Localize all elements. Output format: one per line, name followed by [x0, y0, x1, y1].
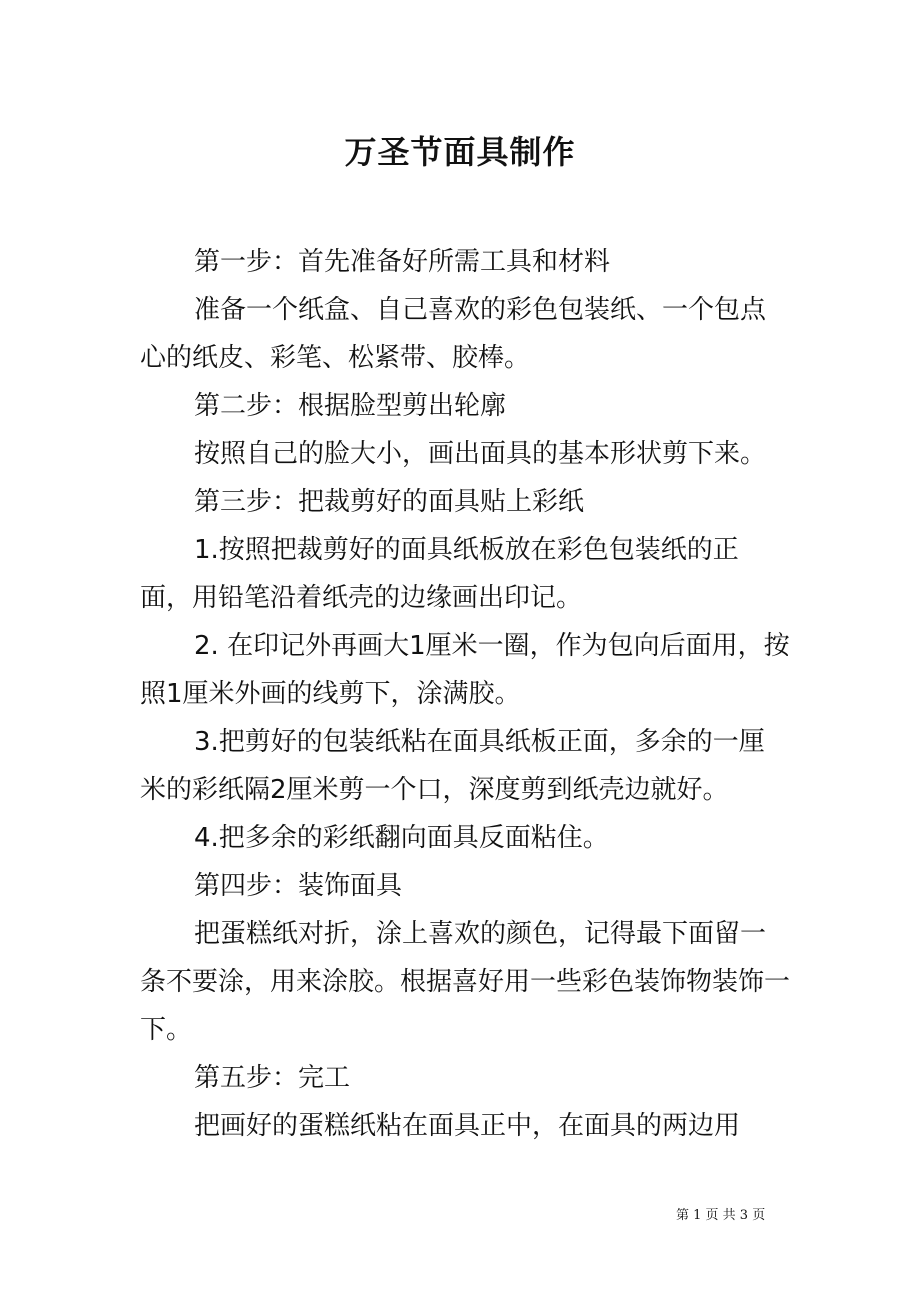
- document-body: [140, 238, 790, 1150]
- paragraph-step-3-item-1: 1.按照把裁剪好的面具纸板放在彩色包装纸的正面，用铅笔沿着纸壳的边缘画出印记。: [140, 535, 739, 613]
- paragraph-finish: 把画好的蛋糕纸粘在面具正中，在面具的两边用: [194, 1111, 741, 1141]
- paragraph-step-3-item-3: 3.把剪好的包装纸粘在面具纸板正面，多余的一厘米的彩纸隔2厘米剪一个口，深度剪到纸壳边就好。: [140, 727, 765, 805]
- document-title: 万圣节面具制作: [344, 133, 576, 171]
- paragraph-step-4-heading: 第四步：装饰面具: [194, 871, 403, 901]
- paragraph-step-5-heading: 第五步：完工: [194, 1063, 351, 1093]
- page-number: 第 1 页 共 3 页: [676, 1208, 766, 1223]
- paragraph-step-3-item-2: 2. 在印记外再画大1厘米一圈，作为包向后面用，按照1厘米外画的线剪下，涂满胶。: [140, 631, 790, 709]
- paragraph-step-3-item-4: 4.把多余的彩纸翻向面具反面粘住。: [194, 823, 609, 853]
- paragraph-step-1-heading: 第一步：首先准备好所需工具和材料: [194, 247, 611, 277]
- paragraph-materials: 准备一个纸盒、自己喜欢的彩色包装纸、一个包点心的纸皮、彩笔、松紧带、胶棒。: [140, 295, 767, 373]
- paragraph-step-3-heading: 第三步：把裁剪好的面具贴上彩纸: [194, 487, 585, 517]
- paragraph-step-2-heading: 第二步：根据脸型剪出轮廓: [194, 391, 507, 421]
- paragraph-decorate: 把蛋糕纸对折，涂上喜欢的颜色，记得最下面留一条不要涂，用来涂胶。根据喜好用一些彩色装饰物装饰一下。: [140, 919, 791, 1045]
- paragraph-cut-outline: 按照自己的脸大小，画出面具的基本形状剪下来。: [194, 439, 767, 469]
